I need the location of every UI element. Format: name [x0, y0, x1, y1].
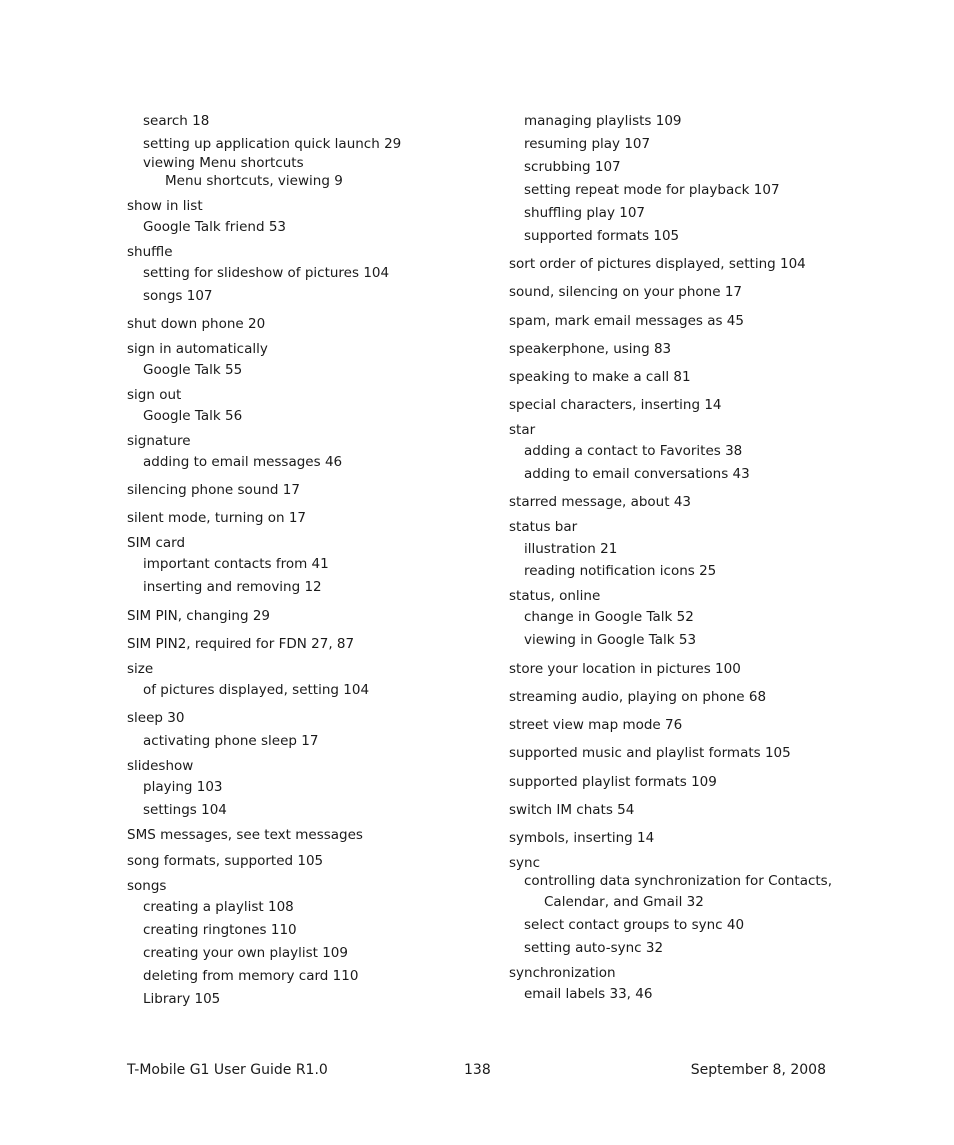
index-subentry: Google Talk friend 53 [143, 219, 286, 235]
index-subentry: setting up application quick launch 29 [143, 136, 402, 152]
index-entry: status bar [509, 519, 578, 535]
index-entry: special characters, inserting 14 [509, 397, 722, 413]
index-subentry: managing playlists 109 [524, 113, 682, 129]
index-entry: sort order of pictures displayed, setting 104 [509, 256, 806, 272]
index-entry: synchronization [509, 965, 616, 981]
index-subentry: controlling data synchronization for Contacts, [524, 873, 833, 889]
index-subentry: settings 104 [143, 802, 227, 818]
index-entry: shuffle [127, 244, 173, 260]
index-subentry: supported formats 105 [524, 228, 680, 244]
index-entry: sleep 30 [127, 710, 185, 726]
index-subentry: creating your own playlist 109 [143, 945, 348, 961]
index-subentry: creating ringtones 110 [143, 922, 297, 938]
index-entry: songs [127, 878, 167, 894]
index-entry: switch IM chats 54 [509, 802, 635, 818]
index-entry: silencing phone sound 17 [127, 482, 300, 498]
index-subentry: email labels 33, 46 [524, 986, 653, 1002]
index-subentry: Library 105 [143, 991, 221, 1007]
index-entry: SIM PIN, changing 29 [127, 608, 271, 624]
index-subentry: search 18 [143, 113, 210, 129]
index-entry: sign out [127, 387, 182, 403]
index-entry: speakerphone, using 83 [509, 341, 672, 357]
index-subentry: Google Talk 56 [143, 408, 243, 424]
index-subentry: activating phone sleep 17 [143, 733, 319, 749]
index-entry: symbols, inserting 14 [509, 830, 655, 846]
footer-date: September 8, 2008 [690, 1062, 826, 1078]
index-entry: spam, mark email messages as 45 [509, 313, 744, 329]
index-subentry: inserting and removing 12 [143, 579, 322, 595]
index-entry: signature [127, 433, 191, 449]
index-subentry: scrubbing 107 [524, 159, 621, 175]
index-entry: star [509, 422, 536, 438]
index-entry: SIM PIN2, required for FDN 27, 87 [127, 636, 355, 652]
index-entry: SMS messages, see text messages [127, 827, 363, 843]
index-entry: shut down phone 20 [127, 316, 266, 332]
index-entry: show in list [127, 198, 203, 214]
index-subentry: adding to email messages 46 [143, 454, 343, 470]
index-entry: starred message, about 43 [509, 494, 692, 510]
index-subentry: playing 103 [143, 779, 223, 795]
index-entry: sign in automatically [127, 341, 268, 357]
index-subentry: adding a contact to Favorites 38 [524, 443, 743, 459]
index-subentry: important contacts from 41 [143, 556, 329, 572]
index-subentry: Menu shortcuts, viewing 9 [165, 173, 343, 189]
footer-guide-title: T-Mobile G1 User Guide R1.0 [127, 1062, 328, 1078]
index-entry: SIM card [127, 535, 186, 551]
index-subentry: setting auto-sync 32 [524, 940, 664, 956]
index-subentry: songs 107 [143, 288, 213, 304]
index-subentry: reading notification icons 25 [524, 563, 717, 579]
index-subentry: creating a playlist 108 [143, 899, 294, 915]
index-subentry: of pictures displayed, setting 104 [143, 682, 370, 698]
index-subentry: adding to email conversations 43 [524, 466, 750, 482]
index-entry: size [127, 661, 154, 677]
index-subentry: Calendar, and Gmail 32 [544, 894, 704, 910]
index-entry: sync [509, 855, 541, 871]
index-entry: song formats, supported 105 [127, 853, 324, 869]
index-entry: store your location in pictures 100 [509, 661, 741, 677]
footer-page-number: 138 [464, 1062, 491, 1078]
index-subentry: shuffling play 107 [524, 205, 646, 221]
index-entry: street view map mode 76 [509, 717, 683, 733]
index-subentry: viewing in Google Talk 53 [524, 632, 697, 648]
index-entry: supported music and playlist formats 105 [509, 745, 791, 761]
index-entry: speaking to make a call 81 [509, 369, 691, 385]
index-subentry: deleting from memory card 110 [143, 968, 359, 984]
index-subentry: Google Talk 55 [143, 362, 243, 378]
index-subentry: resuming play 107 [524, 136, 651, 152]
index-subentry: change in Google Talk 52 [524, 609, 694, 625]
index-entry: status, online [509, 588, 601, 604]
index-subentry: select contact groups to sync 40 [524, 917, 745, 933]
index-subentry: setting for slideshow of pictures 104 [143, 265, 390, 281]
index-subentry: viewing Menu shortcuts [143, 155, 304, 171]
index-entry: slideshow [127, 758, 194, 774]
index-entry: silent mode, turning on 17 [127, 510, 307, 526]
index-entry: supported playlist formats 109 [509, 774, 717, 790]
index-subentry: illustration 21 [524, 541, 618, 557]
index-entry: sound, silencing on your phone 17 [509, 284, 743, 300]
index-entry: streaming audio, playing on phone 68 [509, 689, 767, 705]
index-subentry: setting repeat mode for playback 107 [524, 182, 780, 198]
